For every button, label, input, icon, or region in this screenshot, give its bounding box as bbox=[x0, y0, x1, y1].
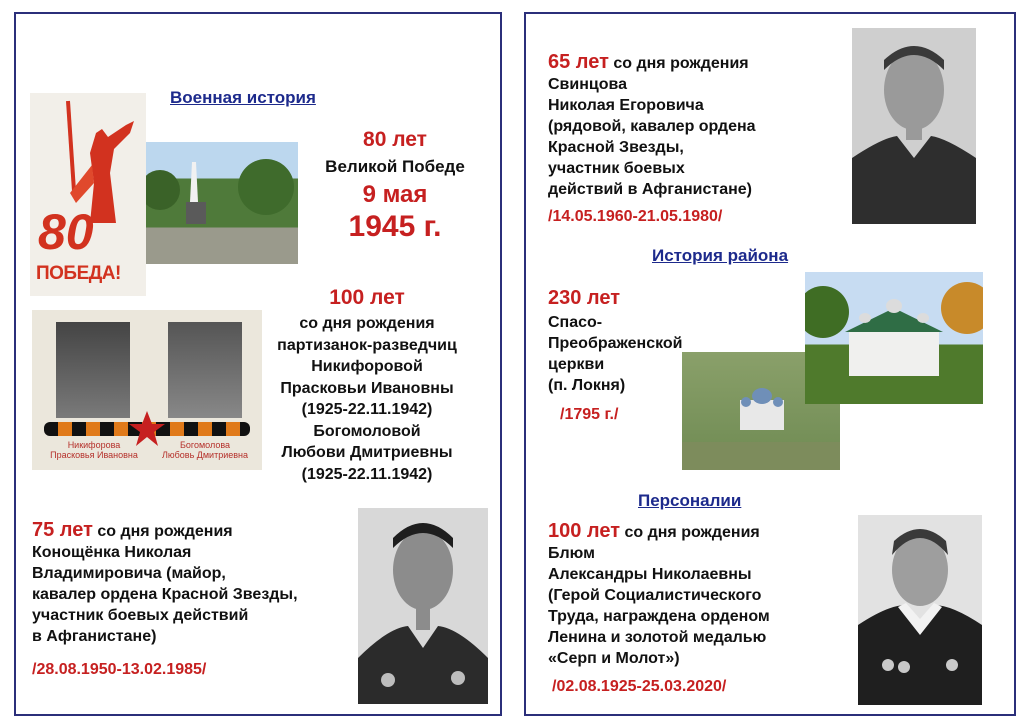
partisans-line: Никифоровой bbox=[311, 358, 423, 375]
partisans-line: (1925-22.11.1942) bbox=[301, 465, 433, 483]
section-military-history: Военная история bbox=[170, 88, 316, 107]
konoshchenok-after-years: со дня рождения bbox=[92, 523, 233, 540]
svintsov-after-years: со дня рождения bbox=[608, 55, 749, 72]
caption-nikiforova-line2: Прасковья Ивановна bbox=[50, 450, 138, 460]
church-years: 230 лет bbox=[548, 287, 621, 309]
partisans-line: (1925-22.11.1942) bbox=[301, 401, 433, 418]
partisans-line: Любови Дмитриевны bbox=[281, 444, 453, 461]
church-line: церкви bbox=[548, 356, 605, 373]
konoshchenok-years: 75 лет bbox=[32, 519, 93, 541]
poster-number: 80 bbox=[38, 204, 94, 260]
partisans-line: со дня рождения bbox=[299, 315, 435, 332]
victory-date: 9 мая bbox=[362, 181, 428, 208]
svintsov-line: действий в Афганистане) bbox=[548, 181, 752, 198]
blum-line: Александры Николаевны bbox=[548, 566, 752, 583]
church-line: Преображенской bbox=[548, 335, 683, 352]
poster-word: ПОБЕДА! bbox=[36, 263, 121, 284]
konoshchenok-line: в Афганистане) bbox=[32, 628, 157, 645]
svintsov-line: Николая Егоровича bbox=[548, 97, 704, 114]
svintsov-line: Свинцова bbox=[548, 76, 628, 93]
svintsov-years: 65 лет bbox=[548, 51, 609, 73]
svintsov-text bbox=[548, 52, 848, 200]
partisans-line: Богомоловой bbox=[313, 422, 421, 440]
blum-years: 100 лет bbox=[548, 520, 621, 542]
svintsov-line: участник боевых bbox=[548, 160, 685, 177]
konoshchenok-line: кавалер ордена Красной Звезды, bbox=[32, 586, 298, 603]
partisans-text bbox=[262, 313, 472, 485]
church-line: (п. Локня) bbox=[548, 377, 626, 394]
victory-years: 80 лет bbox=[363, 128, 427, 151]
caption-bogomolova-line2: Любовь Дмитриевна bbox=[161, 450, 248, 460]
partisans-line: партизанок-разведчиц bbox=[277, 336, 457, 354]
svintsov-line: (рядовой, кавалер ордена bbox=[548, 118, 756, 135]
victory-year: 1945 г. bbox=[348, 210, 442, 243]
konoshchenok-text bbox=[32, 520, 362, 647]
blum-line: «Серп и Молот») bbox=[548, 650, 680, 667]
svintsov-photo bbox=[852, 28, 976, 224]
caption-bogomolova-line1: Богомолова bbox=[179, 440, 231, 450]
svintsov-dates: /14.05.1960-21.05.1980/ bbox=[548, 208, 723, 225]
victory-text: Великой Победе bbox=[325, 157, 465, 176]
svintsov-line: Красной Звезды, bbox=[548, 139, 684, 156]
portrait-nikiforova bbox=[56, 322, 130, 418]
church-dates: /1795 г./ bbox=[560, 406, 619, 423]
partisans-years: 100 лет bbox=[329, 286, 405, 309]
portrait-bogomolova bbox=[168, 322, 242, 418]
blum-text bbox=[548, 521, 848, 669]
partisans-line: Прасковьи Ивановны bbox=[280, 379, 454, 397]
church-photo bbox=[805, 272, 983, 404]
konoshchenok-line: Конощёнка Николая bbox=[32, 544, 192, 561]
konoshchenok-photo bbox=[358, 508, 488, 704]
memorial-photo bbox=[146, 142, 298, 264]
blum-line: (Герой Социалистического bbox=[548, 587, 762, 604]
partisans-photo bbox=[32, 310, 262, 470]
konoshchenok-dates: /28.08.1950-13.02.1985/ bbox=[32, 661, 207, 678]
konoshchenok-line: участник боевых действий bbox=[32, 607, 249, 624]
church-line: Спасо- bbox=[548, 314, 603, 331]
blum-line: Блюм bbox=[548, 545, 595, 562]
blum-after-years: со дня рождения bbox=[620, 524, 760, 541]
blum-dates: /02.08.1925-25.03.2020/ bbox=[552, 678, 727, 695]
section-persons: Персоналии bbox=[638, 491, 742, 510]
blum-photo bbox=[858, 515, 982, 705]
blum-line: Ленина и золотой медалью bbox=[548, 629, 767, 646]
victory-80-poster bbox=[30, 93, 146, 296]
blum-line: Труда, награждена орденом bbox=[548, 608, 770, 625]
caption-nikiforova-line1: Никифорова bbox=[67, 440, 121, 450]
konoshchenok-line: Владимировича (майор, bbox=[32, 565, 226, 582]
section-district-history: История района bbox=[652, 246, 789, 265]
